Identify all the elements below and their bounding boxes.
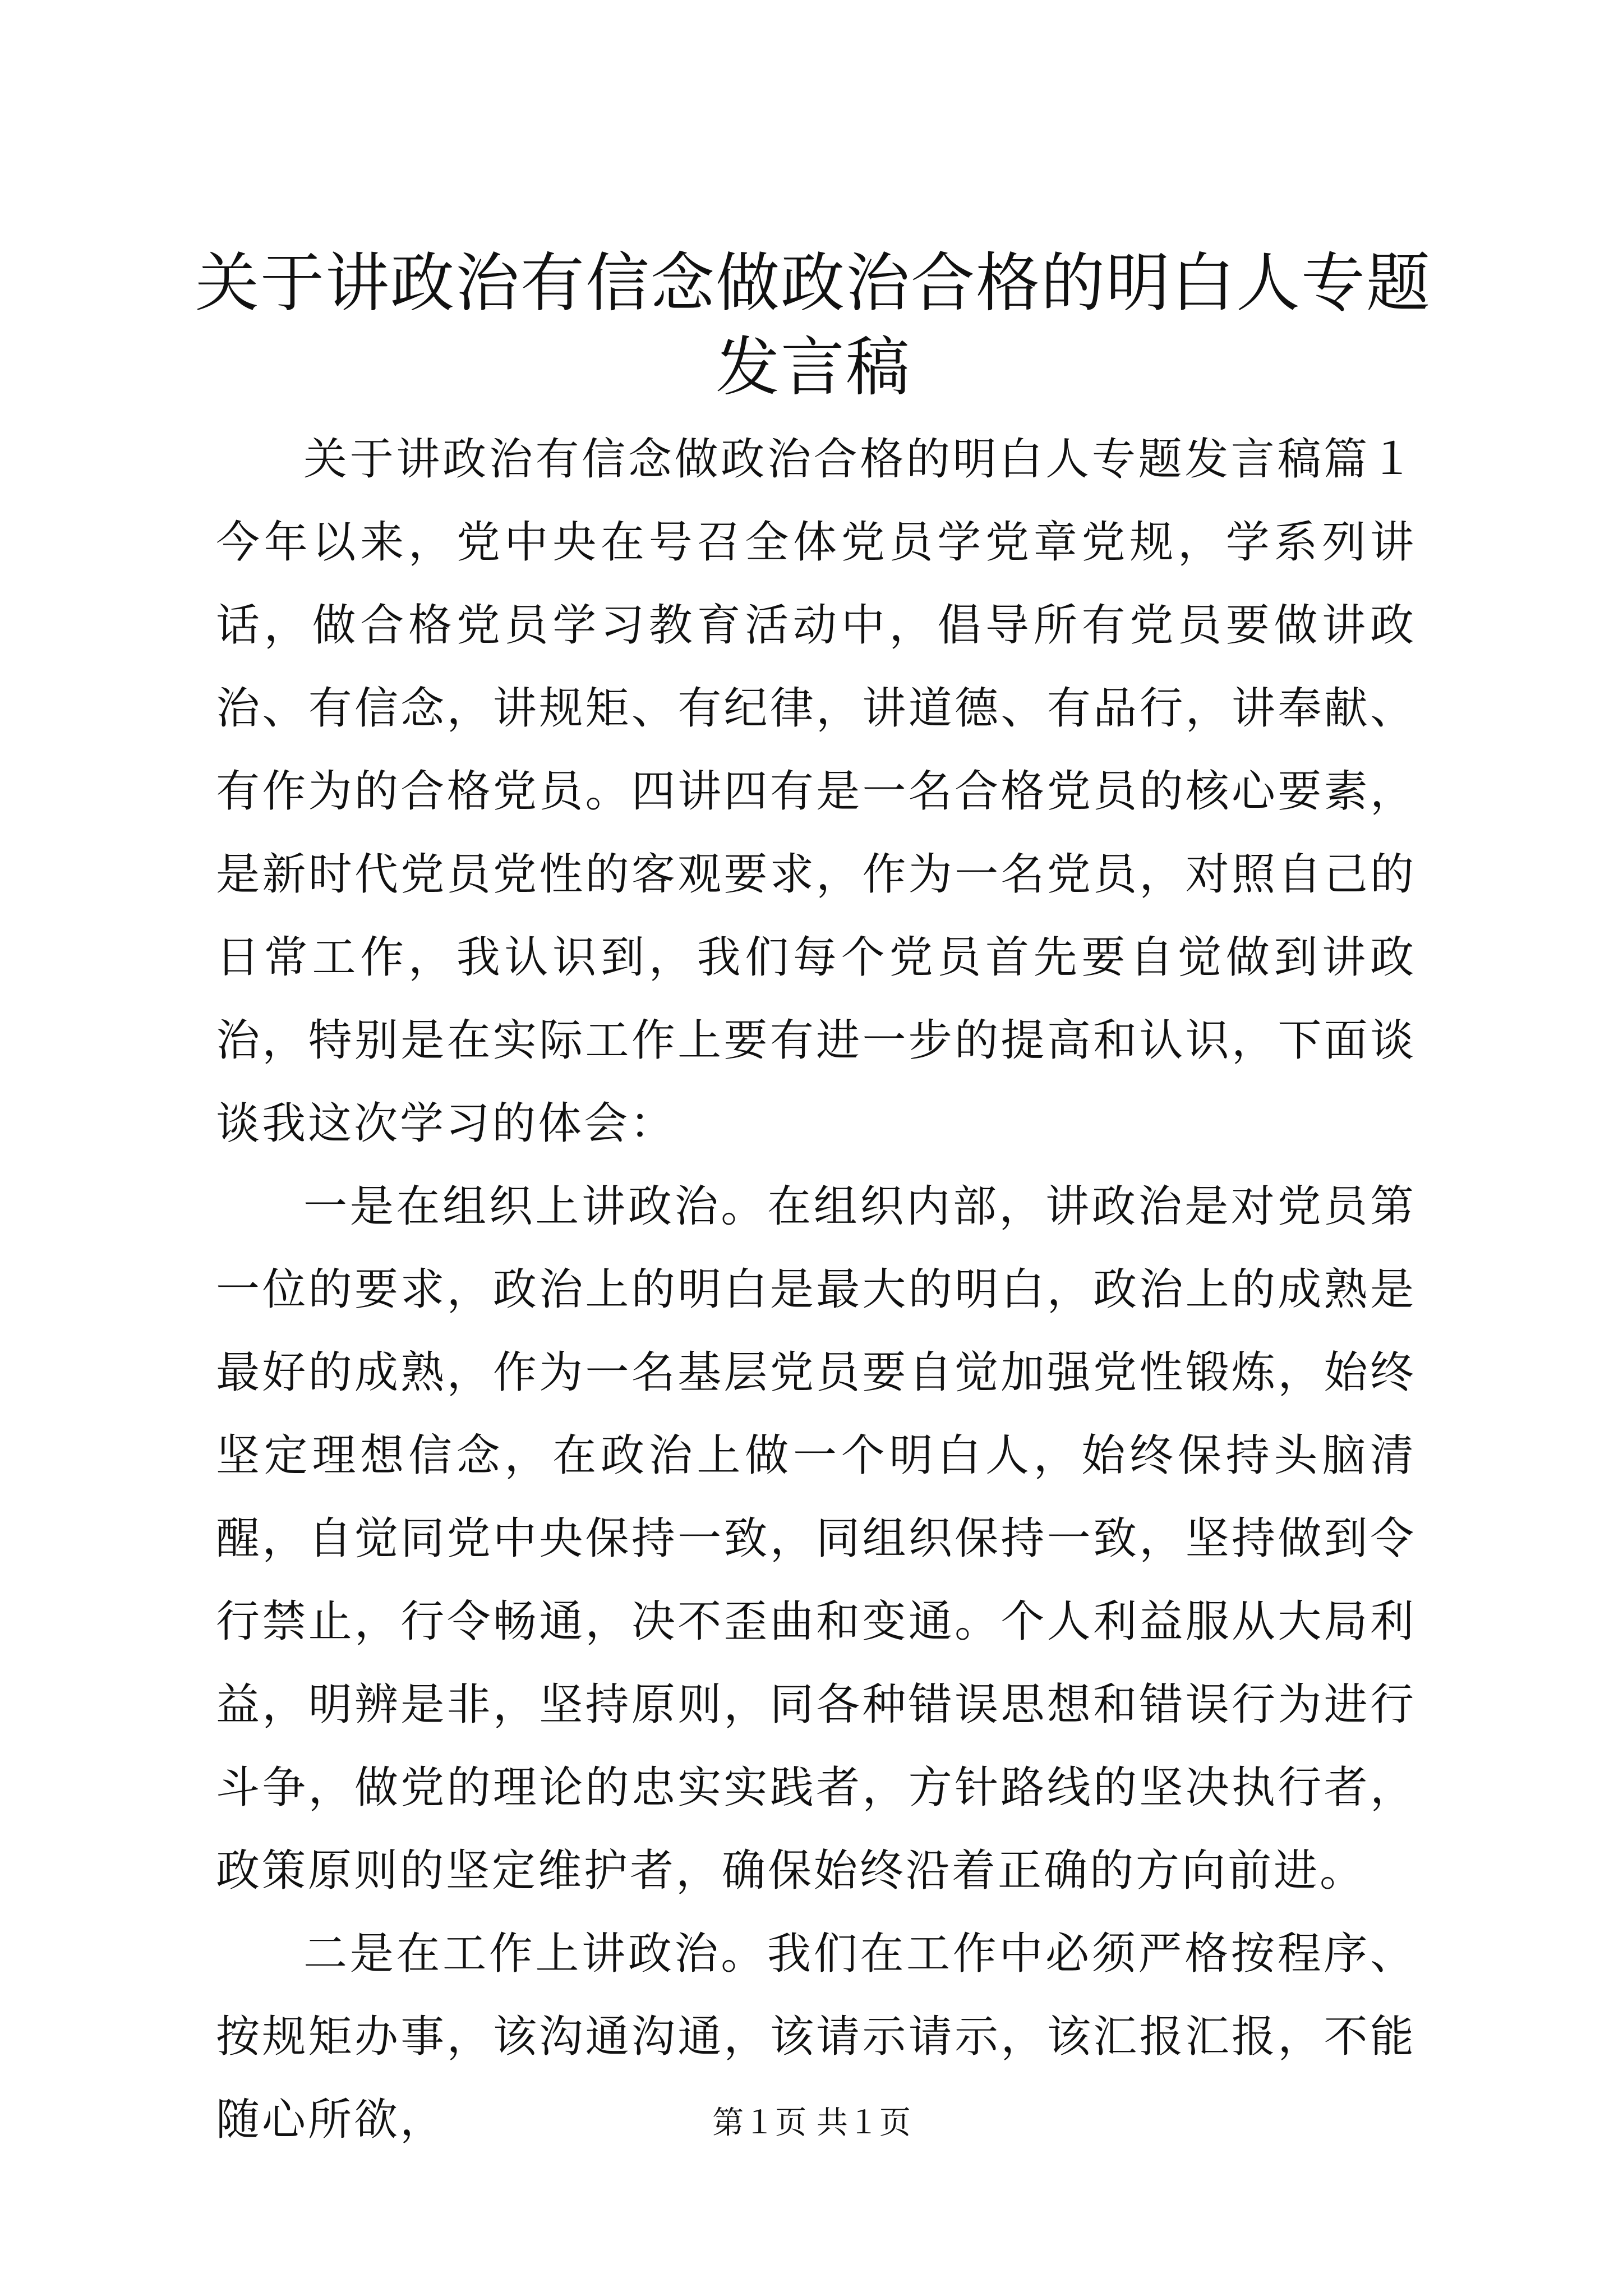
paragraph-work: 二是在工作上讲政治。我们在工作中必须严格按程序、按规矩办事，该沟通沟通，该请示请示，该汇报汇报，不能随心所欲， [216, 1929, 1416, 2145]
page-footer: 第１页 共１页 [712, 2105, 911, 2141]
document-body [216, 418, 1416, 2161]
paragraph-intro: 关于讲政治有信念做政治合格的明白人专题发言稿篇１今年以来，党中央在号召全体党员学党章党规，学系列讲话，做合格党员学习教育活动中，倡导所有党员要做讲政治、有信念，讲规矩、有纪律，讲道德、有品行，讲奉献、有作为的合格党员。四讲四有是一名合格党员的核心要素，是新时代党员党性的客观要求，作为一名党员，对照自己的日常工作，我认识到，我们每个党员首先要自觉做到讲政治，特别是在实际工作上要有进一步的提高和认识，下面谈谈我这次学习的体会： [216, 434, 1416, 1149]
document-title: 关于讲政治有信念做政治合格的明白人专题发言稿 [195, 246, 1431, 404]
paragraph-organization: 一是在组织上讲政治。在组织内部，讲政治是对党员第一位的要求，政治上的明白是最大的明白，政治上的成熟是最好的成熟，作为一名基层党员要自觉加强党性锻炼，始终坚定理想信念，在政治上做一个明白人，始终保持头脑清醒，自觉同党中央保持一致，同组织保持一致，坚持做到令行禁止，行令畅通，决不歪曲和变通。个人利益服从大局利益，明辨是非，坚持原则，同各种错误思想和错误行为进行斗争，做党的理论的忠实实践者，方针路线的坚决执行者，政策原则的坚定维护者，确保始终沿着正确的方向前进。 [216, 1181, 1416, 1896]
